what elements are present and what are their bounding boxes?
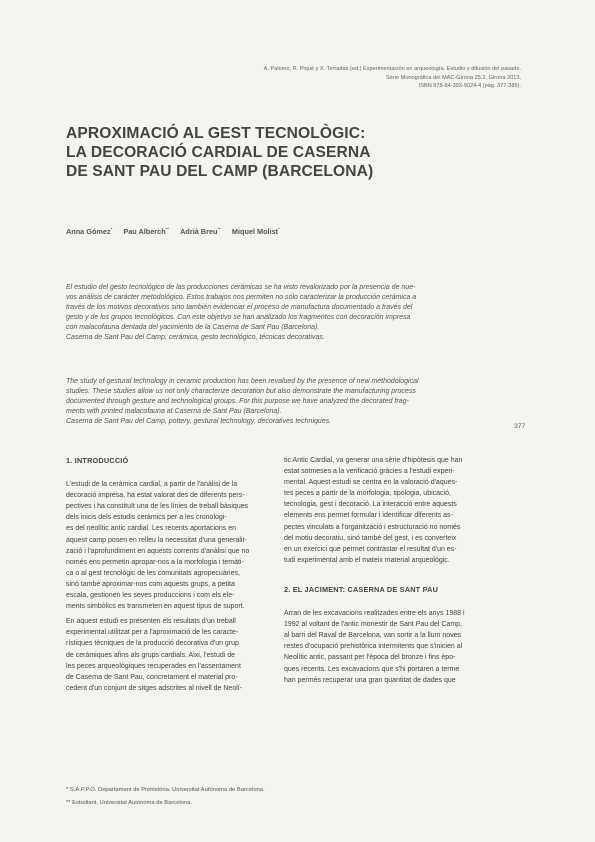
- title-line: DE SANT PAU DEL CAMP (BARCELONA): [66, 163, 374, 181]
- author: Miquel Molist*: [231, 227, 280, 237]
- body-line: En aquest estudi es presenten els resultats d'un treball: [66, 618, 236, 626]
- author: Anna Gómez*: [66, 227, 113, 237]
- header-line: Sèrie Monogràfica del MAC-Girona 25.2, Girona 2013,: [386, 74, 521, 81]
- author-list: [66, 227, 289, 236]
- abstract-line: con malacofauna dentada del yacimiento de la Caserna de Sant Pau (Barcelona).: [66, 324, 320, 332]
- header-line: ISBN 978-84-393-9024-4 (pàg. 377-385).: [418, 83, 521, 90]
- body-line: estat sotmeses a la verificació gràcies a l'estudi experi-: [284, 468, 455, 476]
- abstract-line: vos análisis de carácter metodológico. Estos trabajos nos permiten no sólo caracterizar la producción cerámica a: [66, 294, 417, 302]
- body-line: 1992 al voltant de l'antic monestir de Sant Pau del Camp,: [284, 621, 462, 629]
- abstract-english: [66, 377, 528, 427]
- body-line: aquest camp posen en relleu la necessitat d'una generalit-: [66, 536, 247, 544]
- abstract-line: través de los motivos decorativos sino también evidenciar el proceso de manufactura documentado a través del: [66, 304, 413, 312]
- body-line: de Caserna de Sant Pau, concretament el material pro-: [66, 673, 238, 681]
- footnote: ** Estudiant, Universitat Autònoma de Barcelona.: [66, 799, 192, 806]
- body-line: es del neolític antic cardial. Les recents aportacions en: [66, 525, 237, 533]
- keywords-spanish: Caserna de Sant Pau del Camp, cerámica, gesto tecnológico, técnicas decorativas.: [66, 334, 325, 342]
- footnote: * S.A.P.P.O. Departament de Prehistòria. Universitat Autònoma de Barcelona.: [66, 787, 265, 793]
- body-line: en un exercici que permet contrastar el resultat d'un es-: [284, 545, 457, 553]
- footnotes: [66, 784, 265, 809]
- header-line: A. Palomo, R. Piqué y X. Terradas (ed.) Experimentación en arqueología. Estudio y difusión del pasado.: [263, 66, 521, 72]
- body-line: tecnologia, gest i decoració. La interacció entre aquests: [284, 501, 457, 509]
- body-line: ments simbòlics es transmeten en aquest tipus de suport.: [66, 603, 245, 611]
- body-line: al barri del Raval de Barcelona, van sortir a la llum noves: [284, 632, 462, 640]
- body-line: de ceràmiques afins als grups cardials. Aixi, l'estudi de: [66, 651, 236, 659]
- body-line: dels inicis dels estudis ceràmics per a les cronologi-: [66, 514, 227, 522]
- abstract-line: studies. These studies allow us not only characterize decoration but also demonstrate the manufacturing process: [66, 388, 416, 396]
- body-line: sinó també aproximar-nos com aquests grups, a petita: [66, 580, 235, 588]
- author: Adrià Breu**: [180, 227, 221, 237]
- body-line: ques recents. Les excavacions que s'hi portaren a terme: [284, 665, 460, 673]
- body-line: pectes vinculats a l'organització i estructuració no només: [284, 523, 461, 531]
- body-line: decoració impresa, ha estat valorat des de diferents pers-: [66, 492, 245, 500]
- section-heading: 1. INTRODUCCIÓ: [66, 456, 129, 465]
- abstract-line: The study of gestural technology in ceramic production has been revalued by the presence of new methodological: [66, 378, 419, 385]
- body-line: experimental utilitzat per a l'aproximació de les caracte-: [66, 629, 239, 637]
- body-line: Arran de les excavacions realitzades entre els anys 1988 i: [284, 610, 465, 618]
- title-line: APROXIMACIÓ AL GEST TECNOLÒGIC:: [66, 125, 366, 142]
- column-right: [284, 455, 492, 686]
- author: Pau Alberch**: [123, 227, 170, 237]
- body-line: Neolític antic, passant per l'època del bronze i fins èpo-: [284, 654, 456, 662]
- body-line: tes peces a partir de la morfologia, tipologia, ubicació,: [284, 490, 451, 498]
- column-left: [66, 455, 274, 694]
- body-line: mental. Aquest estudi se centra en la valoració d'aques-: [284, 479, 458, 487]
- body-line: cedent d'un conjunt de sitges adscrites al nivell de Neolí-: [66, 684, 243, 692]
- body-line: tic Antic Cardial, va generar una sèrie d'hipòtesis que han: [284, 457, 463, 464]
- abstract-line: gesto y de los grupos tecnológicos. Con este objetivo se han analizado los fragmentos con decoración impresa: [66, 314, 411, 322]
- keywords-english: Caserna de Sant Pau del Camp, pottery, gestural technology, decoratives techniques.: [66, 418, 332, 426]
- body-line: pectives i ha constituït una de les línies de treball bàsiques: [66, 503, 249, 511]
- body-line: han permès recuperar una gran quantitat de dades que: [284, 676, 456, 684]
- body-line: ca o al gest tecnològic de les comunitats agropecuàries,: [66, 569, 240, 577]
- header-citation: [191, 65, 521, 91]
- abstract-spanish: [66, 283, 528, 344]
- title-line: LA DECORACIÓ CARDIAL DE CASERNA: [66, 144, 371, 162]
- body-line: escala, gestionen les seves produccions i com els ele-: [66, 592, 235, 600]
- body-line: del motiu decoratiu, sinó també del gest, i es converteix: [284, 534, 457, 542]
- abstract-line: documented through gesture and technological groups. For this purpose we have analyzed the decorated frag-: [66, 398, 409, 406]
- body-line: restes d'ocupació prehistòrica intermitents que s'inicien al: [284, 643, 463, 651]
- body-line: rístiques tècniques de la producció decorativa d'un grup: [66, 640, 239, 648]
- page-number: 377: [514, 423, 526, 430]
- body-line: elements ens permet formular i identificar diferents as-: [284, 512, 453, 520]
- body-line: les peces arqueològiques recuperades en l'assentament: [66, 662, 241, 670]
- body-line: L'estudi de la ceràmica cardial, a partir de l'anàlisi de la: [66, 481, 238, 489]
- body-line: només ens permetin apropar-nos a la morfologia i temàti-: [66, 558, 244, 566]
- abstract-line: ments with printed malacofauna at Caserna de Sant Pau (Barcelona).: [66, 408, 282, 416]
- body-line: tudi experimental amb el mateix material arqueològic.: [284, 556, 450, 564]
- article-title: [66, 124, 373, 182]
- abstract-line: El estudio del gesto tecnológico de las producciones cerámicas se ha visto revalorizado por la presencia de nue-: [66, 284, 416, 291]
- body-line: zació i l'aprofundiment en aquests corrents d'anàlisi que no: [66, 547, 250, 555]
- section-heading: 2. EL JACIMENT: CASERNA DE SANT PAU: [284, 584, 439, 594]
